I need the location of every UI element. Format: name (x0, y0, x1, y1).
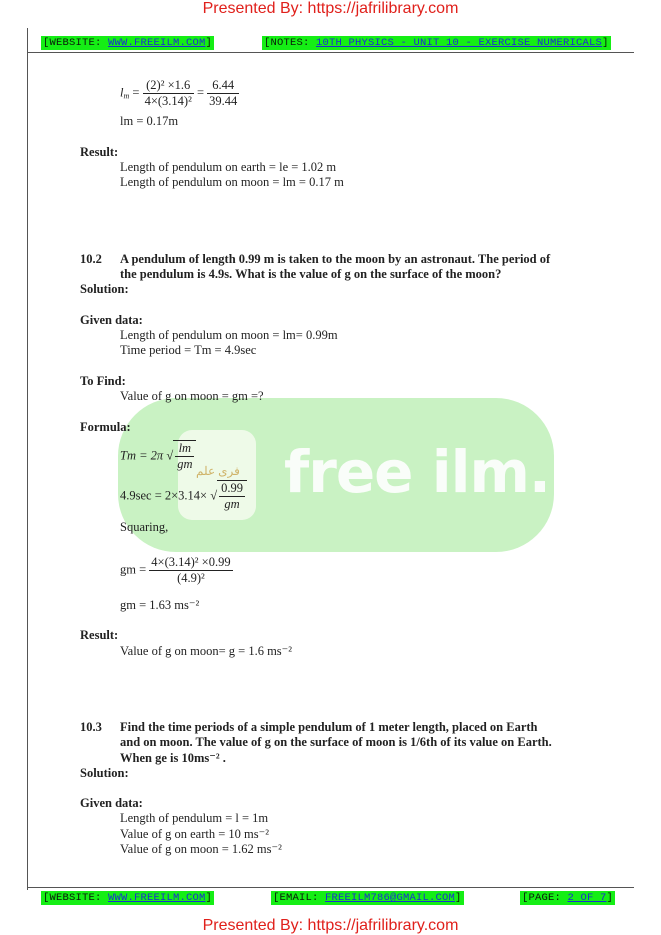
q3-given2: Value of g on earth = 10 ms⁻² (120, 827, 269, 841)
footer-page-close: ] (606, 892, 614, 904)
q2-given1: Length of pendulum on moon = lm= 0.99m (120, 328, 338, 342)
q2-formula: Tm = 2π √ $\frac{lm}{gm}$ (120, 440, 196, 472)
q2-gm-equation (120, 555, 233, 586)
prev-result-label: Result: (80, 145, 119, 159)
header-notes-link[interactable]: 10TH PHYSICS - UNIT 10 - EXERCISE NUMERICALS (316, 37, 603, 49)
q2-tofind1: Value of g on moon = gm =? (120, 389, 264, 403)
footer-email-link[interactable]: FREEILM786@GMAIL.COM (325, 892, 456, 904)
q2-formula-sqrt-num: lm (175, 441, 194, 457)
footer-rule (27, 887, 634, 888)
watermark-text: free ilm. (284, 438, 550, 506)
q2-step1-num: 0.99 (221, 481, 243, 495)
q2-gm-result: gm = 1.63 ms⁻² (120, 598, 200, 612)
q2-step1-den: gm (224, 497, 240, 511)
prev-eq-num: (2)² ×1.6 (143, 78, 194, 94)
q3-line3: When ge is 10ms⁻² . (120, 751, 226, 765)
q2-number: 10.2 (80, 252, 102, 266)
footer-email-tag (271, 891, 464, 905)
presented-by-bottom[interactable]: Presented By: https://jafrilibrary.com (202, 917, 459, 934)
header-rule (27, 52, 634, 53)
header-website-label: [WEBSITE: (43, 37, 109, 49)
q3-given3: Value of g on moon = 1.62 ms⁻² (120, 842, 282, 856)
q2-formula-sqrt-den: gm (177, 457, 193, 471)
q2-formula-T: Tm = 2π (120, 448, 164, 463)
prev-result-line2: Length of pendulum on moon = lm = 0.17 m (120, 175, 344, 189)
q2-formula-label: Formula: (80, 420, 131, 434)
q2-line2: the pendulum is 4.9s. What is the value of g on the surface of the moon? (120, 267, 502, 281)
q2-step1: 4.9sec = 2×3.14× √ $\frac{0.99}{gm}$ (120, 480, 247, 512)
footer-page-label: [PAGE: (522, 892, 568, 904)
q2-squaring: Squaring, (120, 520, 169, 534)
prev-eq-rnum: 6.44 (207, 78, 239, 94)
footer-email-close: ] (455, 892, 462, 904)
prev-equation: $l_m$ = $\frac{\text{(2)² ×1.6}}{\text{4×(3.14)²}}$ = $\frac{6.44}{39.44}$ (120, 78, 238, 108)
watermark-arabic-text: فری علم (196, 464, 240, 478)
q2-gm-lhs: gm = (120, 562, 147, 577)
q2-result-label: Result: (80, 628, 119, 642)
footer-page-link[interactable]: 2 OF 7 (567, 892, 607, 904)
footer-website-close: ] (205, 892, 213, 904)
header-notes-tag (262, 36, 611, 50)
q3-line1: Find the time periods of a simple pendulum of 1 meter length, placed on Earth (120, 720, 538, 734)
q3-number: 10.3 (80, 720, 102, 734)
footer-page-tag (520, 891, 615, 905)
header-website-close: ] (205, 37, 213, 49)
header-website-link[interactable]: WWW.FREEILM.COM (108, 37, 206, 49)
header-notes-close: ] (602, 37, 609, 49)
q2-line1: A pendulum of length 0.99 m is taken to the moon by an astronaut. The period of (120, 252, 551, 266)
q3-solution-label: Solution: (80, 766, 129, 780)
q2-given2: Time period = Tm = 4.9sec (120, 343, 257, 357)
q3-given-label: Given data: (80, 796, 143, 810)
footer-email-label: [EMAIL: (273, 892, 326, 904)
prev-result-line1: Length of pendulum on earth = le = 1.02 m (120, 160, 337, 174)
q3-line2: and on moon. The value of g on the surface of moon is 1/6th of its value on Earth. (120, 735, 552, 749)
q2-step1-lhs: 4.9sec = 2×3.14× (120, 488, 208, 503)
prev-eq-den: 4×(3.14)² (144, 94, 192, 108)
q2-given-label: Given data: (80, 313, 143, 327)
prev-eq-rden: 39.44 (209, 94, 238, 108)
prev-eq-lhs-sub: m (123, 91, 130, 101)
footer-website-tag (41, 891, 214, 905)
q3-given1: Length of pendulum = l = 1m (120, 811, 269, 825)
presented-by-top[interactable]: Presented By: https://jafrilibrary.com (202, 0, 459, 17)
q2-gm-num: 4×(3.14)² ×0.99 (151, 555, 231, 569)
left-border-line (27, 28, 28, 890)
q2-solution-label: Solution: (80, 282, 129, 296)
header-notes-label: [NOTES: (264, 37, 317, 49)
prev-eq-lhs: l (120, 85, 124, 100)
q2-gm-den: (4.9)² (177, 571, 205, 585)
q2-result1: Value of g on moon= g = 1.6 ms⁻² (120, 644, 293, 658)
footer-website-label: [WEBSITE: (43, 892, 109, 904)
footer-website-link[interactable]: WWW.FREEILM.COM (108, 892, 206, 904)
q2-tofind-label: To Find: (80, 374, 126, 388)
prev-lm-result: lm = 0.17m (120, 114, 179, 128)
header-website-tag (41, 36, 214, 50)
